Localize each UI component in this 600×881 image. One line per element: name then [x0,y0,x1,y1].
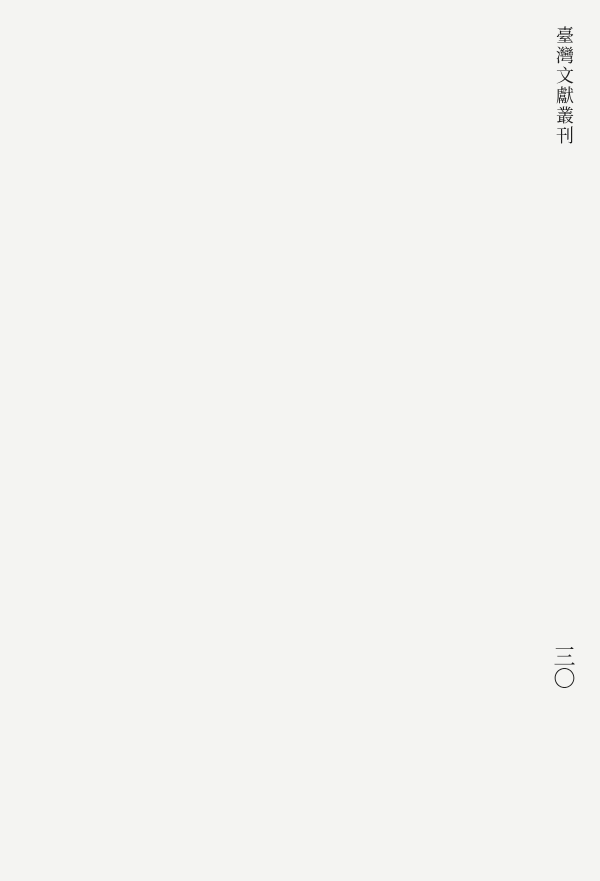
text-column-13 [107,60,135,850]
page-number: 三〇 [550,645,575,689]
text-column-2 [454,60,482,850]
text-column-9 [233,60,261,850]
text-column-1 [486,60,514,850]
text-column-12 [139,60,167,850]
text-columns [44,60,514,850]
text-column-11 [170,60,198,850]
running-title: 臺灣文獻叢刊 [553,26,574,146]
text-column-7 [297,60,325,850]
text-column-14 [76,60,104,850]
text-column-4 [391,60,419,850]
text-column-10 [202,60,230,850]
text-column-15 [44,60,72,850]
text-column-3 [423,60,451,850]
text-column-5 [360,60,388,850]
text-column-6 [328,60,356,850]
text-column-8 [265,60,293,850]
